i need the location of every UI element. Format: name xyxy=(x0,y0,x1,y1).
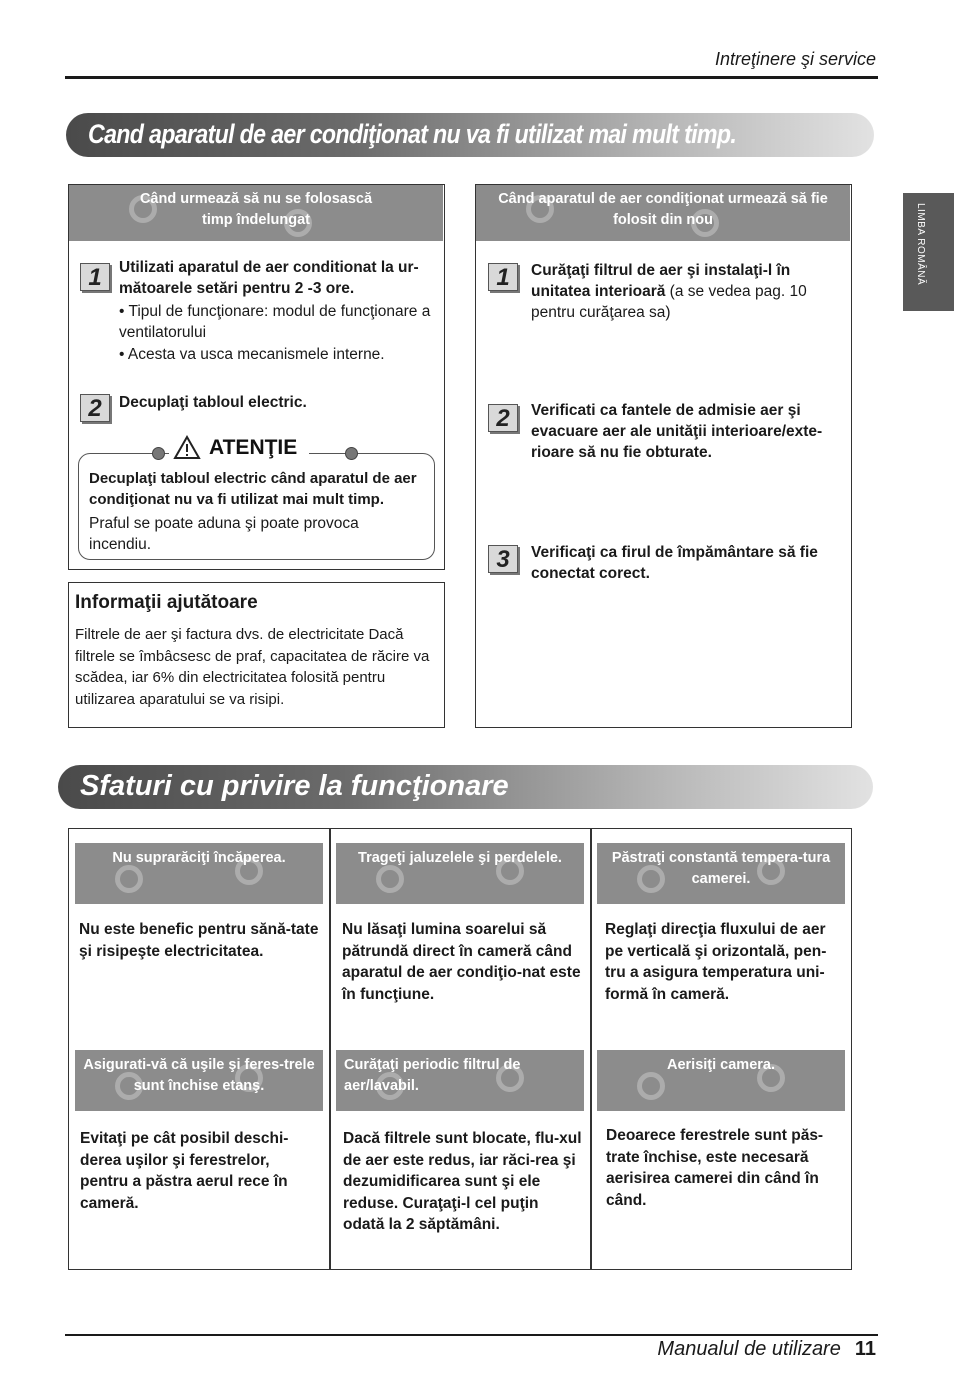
tip-heading: Aerisiţi camera. xyxy=(666,1057,775,1073)
tip-heading: Trageţi jaluzelele şi perdelele. xyxy=(358,850,562,866)
left-step1-text: Utilizati aparatul de aer conditionat la ur-mătoarele setări pentru 2 -3 ore. xyxy=(119,259,419,297)
right-panel xyxy=(475,184,852,728)
right-step1-note: (a se vedea pag. 10 pentru curăţarea sa) xyxy=(531,283,807,321)
warning-box xyxy=(78,453,435,560)
left-panel-heading: Când urmează să nu se folosască timp îndelungat xyxy=(139,191,373,228)
info-panel-title: Informaţii ajutătoare xyxy=(75,592,258,613)
warning-dot-left xyxy=(152,447,165,460)
tip-heading-band xyxy=(336,843,584,904)
section1-banner xyxy=(66,113,874,157)
tip-text: Dacă filtrele sunt blocate, flu-xul de aer este redus, iar răci-rea şi dezumidificarea sunt şi ele reduse. Curaţaţi-l cel puţin odată la 2 săptămâni. xyxy=(343,1130,582,1233)
warning-text: Praful se poate aduna şi poate provoca incendiu. xyxy=(89,515,359,553)
info-panel xyxy=(68,582,445,728)
header-rule xyxy=(65,76,878,79)
warning-title: ATENŢIE xyxy=(201,436,305,460)
tip-heading-band xyxy=(597,843,845,904)
language-side-tab-label: LIMBA ROMÂNĂ xyxy=(915,203,926,286)
warning-title-group xyxy=(169,435,309,460)
tip-heading-band xyxy=(597,1050,845,1111)
swirl-icon xyxy=(376,865,404,893)
footer-rule xyxy=(65,1334,878,1336)
section2-banner xyxy=(58,765,873,809)
swirl-icon xyxy=(637,1072,665,1100)
grid-divider xyxy=(329,829,331,1269)
tip-text: Deoarece ferestrele sunt păs-trate închise, este necesară aerisirea camerei din când în când. xyxy=(606,1127,824,1209)
tip-heading-band xyxy=(336,1050,584,1111)
tips-grid xyxy=(68,828,852,1270)
tip-heading: Asigurati-vă că uşile şi feres-trele sunt închise etanş. xyxy=(83,1057,315,1094)
tip-text: Nu este benefic pentru sănă-tate şi risipeşte electricitatea. xyxy=(79,921,319,960)
right-step1-text xyxy=(531,260,841,323)
tip-heading: Păstraţi constantă tempera-tura camerei. xyxy=(611,850,831,887)
tip-heading-band xyxy=(75,1050,323,1111)
warning-bold-text: Decuplaţi tabloul electric când aparatul de aer condiţionat nu va fi utilizat mai mult timp. xyxy=(89,470,417,508)
tip-heading-band xyxy=(75,843,323,904)
swirl-icon xyxy=(115,865,143,893)
section2-title: Sfaturi cu privire la funcţionare xyxy=(80,770,509,802)
left-step1-bullet1: • Tipul de funcţionare: modul de funcţionare a ventilatorului xyxy=(119,303,431,341)
footer xyxy=(657,1338,876,1361)
step-number-badge: 2 xyxy=(488,404,518,432)
right-step3-text: Verificaţi ca firul de împământare să fie conectat corect. xyxy=(531,544,818,582)
step-number-badge: 3 xyxy=(488,545,518,573)
info-panel-text: Filtrele de aer şi factura dvs. de electricitate Dacă filtrele se îmbâcsesc de praf, capacitatea de răcire va scădea, iar 6% din electricitatea folosită pentru utilizarea aparatului se va risipi. xyxy=(75,626,430,708)
right-step2-text: Verificati ca fantele de admisie aer şi evacuare aer ale unităţii interioare/exte-rioare să nu fie obturate. xyxy=(531,402,823,461)
left-panel-heading-band xyxy=(69,185,443,241)
grid-divider xyxy=(590,829,592,1269)
warning-dot-right xyxy=(345,447,358,460)
left-step1-bullet2: • Acesta va usca mecanismele interne. xyxy=(119,346,385,363)
step-number-badge: 2 xyxy=(80,394,110,422)
left-step2-text: Decuplaţi tabloul electric. xyxy=(119,394,307,411)
language-side-tab xyxy=(903,193,954,311)
header-section-label: Intreţinere şi service xyxy=(714,49,876,69)
right-panel-heading: Când aparatul de aer condiţionat urmează să fie folosit din nou xyxy=(498,191,828,228)
step-number-badge: 1 xyxy=(488,263,518,291)
warning-triangle-icon xyxy=(173,435,201,460)
left-panel xyxy=(68,184,445,570)
page-number: 11 xyxy=(854,1338,876,1360)
tip-text: Nu lăsaţi lumina soarelui să pătrundă direct în cameră când aparatul de aer condiţio-nat este în funcţiune. xyxy=(342,921,581,1003)
swirl-icon xyxy=(637,865,665,893)
right-step1-bold: Curăţaţi filtrul de aer şi instalaţi-l în unitatea interioară xyxy=(531,262,791,300)
footer-manual-title: Manualul de utilizare xyxy=(657,1338,841,1360)
tip-heading: Curăţaţi periodic filtrul de aer/lavabil. xyxy=(344,1057,521,1094)
tip-heading: Nu suprarăciţi încăperea. xyxy=(112,850,286,866)
right-panel-heading-band xyxy=(476,185,850,241)
step-number-badge: 1 xyxy=(80,263,110,291)
section1-title: Cand aparatul de aer condiţionat nu va fi utilizat mai mult timp. xyxy=(88,119,737,149)
tip-text: Evitaţi pe cât posibil deschi-derea uşilor şi ferestrelor, pentru a păstra aerul rece în cameră. xyxy=(80,1130,289,1212)
tip-text: Reglaţi direcţia fluxului de aer pe verticală şi orizontală, pen-tru a asigura temperatura uni-formă în cameră. xyxy=(605,921,827,1003)
